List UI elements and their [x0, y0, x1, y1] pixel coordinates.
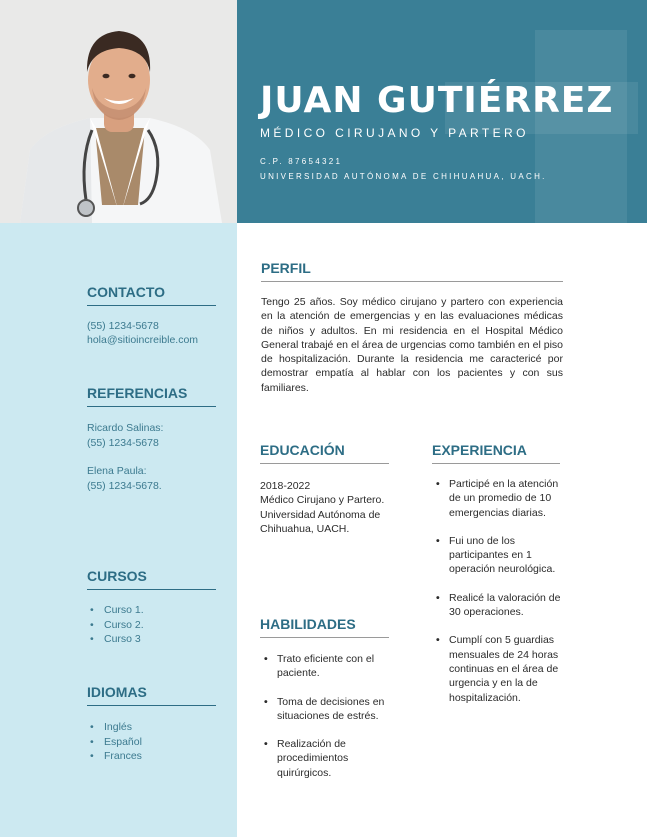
- list-item: • Participé en la atención de un promedio de 10 emergencias diarias.: [433, 477, 563, 520]
- list-item: • Curso 1.: [90, 603, 144, 618]
- education-entry: [260, 479, 390, 536]
- languages-list: [90, 720, 142, 764]
- contact-email[interactable]: hola@sitioincreible.com: [87, 334, 199, 346]
- profile-heading: PERFIL: [261, 260, 563, 282]
- university-line: UNIVERSIDAD AUTÓNOMA DE CHIHUAHUA, UACH.: [260, 172, 547, 181]
- education-degree: Médico Cirujano y Partero.: [260, 494, 385, 507]
- skills-list: [261, 652, 391, 780]
- education-years: 2018-2022: [260, 480, 311, 492]
- reference-phone: (55) 1234-5678: [87, 437, 159, 449]
- list-item: • Realicé la valoración de 30 operaciones.: [433, 591, 563, 620]
- list-item: • Curso 2.: [90, 618, 144, 633]
- languages-heading: IDIOMAS: [87, 684, 216, 706]
- references-heading: REFERENCIAS: [87, 385, 216, 407]
- courses-heading: CURSOS: [87, 568, 216, 590]
- doctor-portrait-image: [0, 0, 237, 223]
- reference-name: Elena Paula:: [87, 465, 147, 477]
- reference-phone: (55) 1234-5678.: [87, 480, 162, 492]
- header-banner: [237, 0, 647, 223]
- list-item: • Fui uno de los participantes en 1 operación neurológica.: [433, 534, 563, 577]
- courses-list: [90, 603, 144, 647]
- license-number: C.P. 87654321: [260, 157, 343, 166]
- list-item: • Toma de decisiones en situaciones de estrés.: [261, 695, 391, 724]
- candidate-title: MÉDICO CIRUJANO Y PARTERO: [260, 126, 529, 140]
- education-school: Universidad Autónoma de Chihuahua, UACH.: [260, 508, 381, 535]
- experience-heading: EXPERIENCIA: [432, 442, 560, 464]
- education-heading: EDUCACIÓN: [260, 442, 389, 464]
- list-item: • Inglés: [90, 720, 142, 735]
- list-item: • Español: [90, 735, 142, 750]
- list-item: • Frances: [90, 749, 142, 764]
- reference-name: Ricardo Salinas:: [87, 422, 164, 434]
- list-item: • Cumplí con 5 guardias mensuales de 24 horas continuas en el área de urgencia y en la de hospitalización.: [433, 633, 563, 704]
- experience-list: [433, 477, 563, 705]
- list-item: • Curso 3: [90, 632, 144, 647]
- list-item: • Realización de procedimientos quirúrgicos.: [261, 737, 391, 780]
- profile-photo: [0, 0, 237, 223]
- contact-heading: CONTACTO: [87, 284, 216, 306]
- profile-text: Tengo 25 años. Soy médico cirujano y partero con experiencia en la atención de emergencias y en las evaluaciones médicas de niños y adultos. En mi residencia en el Hospital Médico General trabajé en el área de urgencias como también en el piso de hospitalización. Durante la residencia me caractericé por demostrar empatía al hablar con los pacientes y con sus familiares.: [261, 296, 563, 394]
- list-item: • Trato eficiente con el paciente.: [261, 652, 391, 681]
- skills-heading: HABILIDADES: [260, 616, 389, 638]
- candidate-name: JUAN GUTIÉRREZ: [260, 80, 614, 121]
- contact-phone: (55) 1234-5678: [87, 320, 159, 332]
